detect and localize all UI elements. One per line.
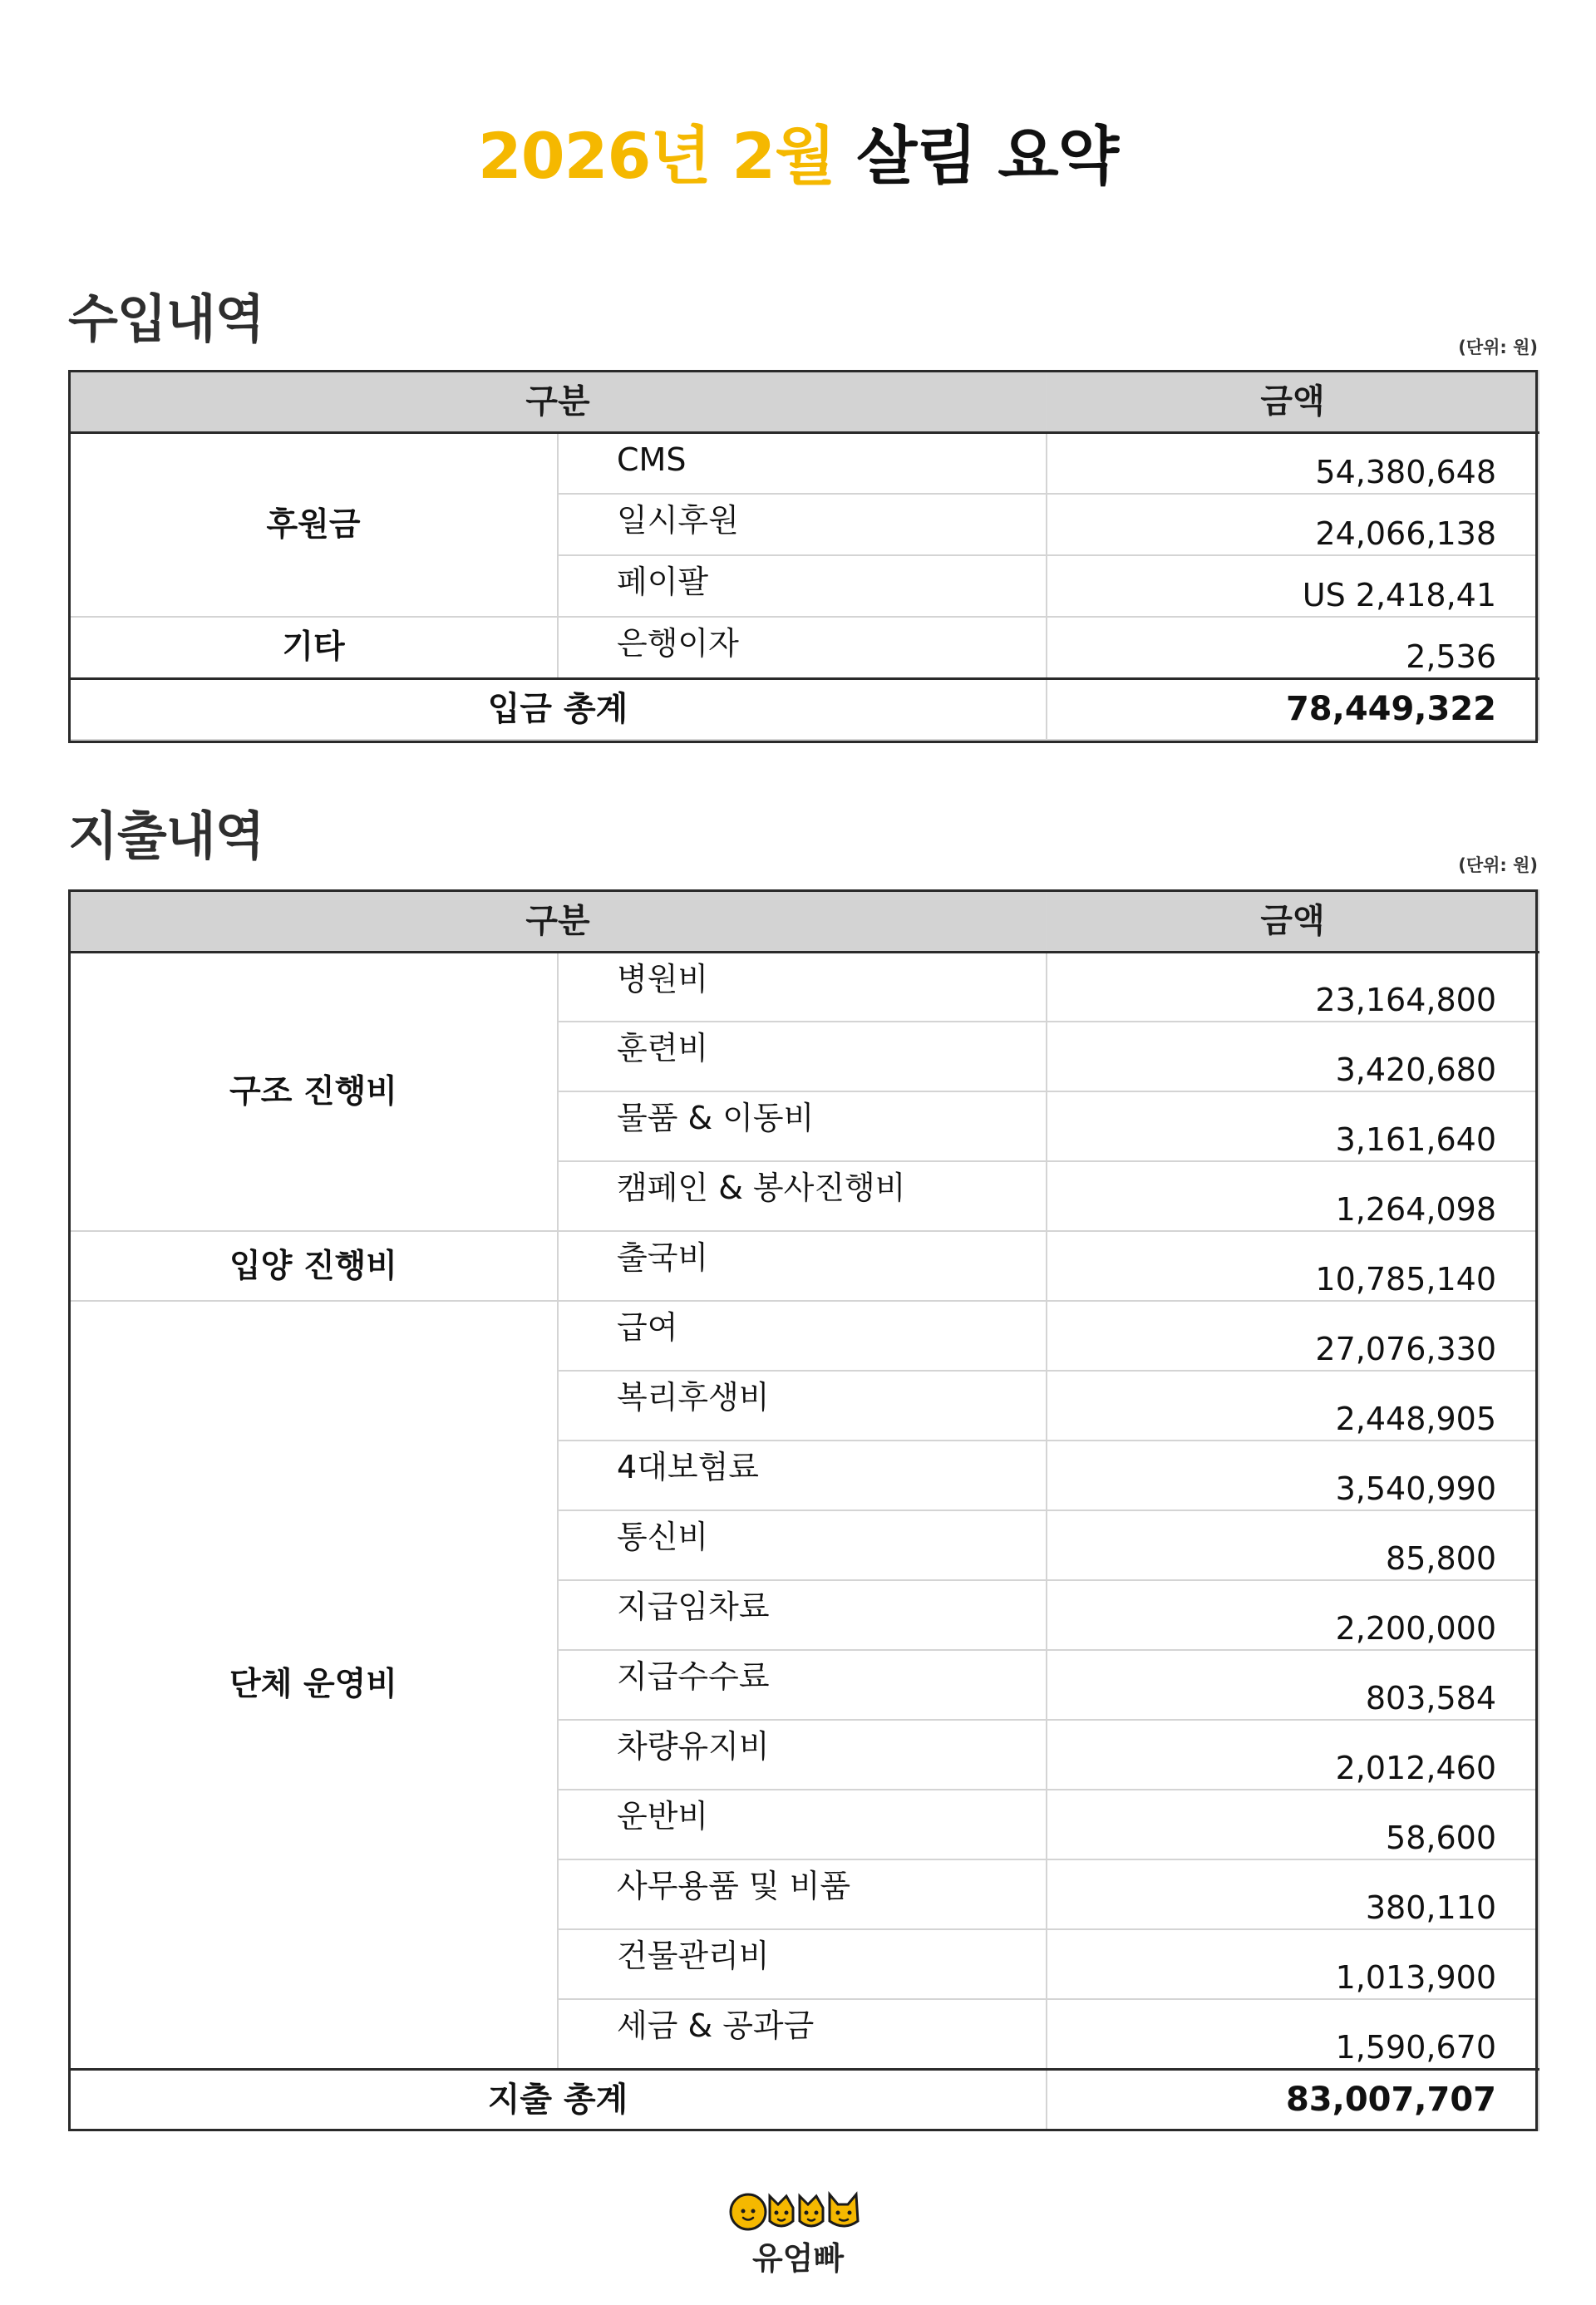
expense-item-amount: 85,800 bbox=[1047, 1510, 1539, 1580]
table-row bbox=[69, 1231, 1539, 1301]
expense-item-label: 지급수수료 bbox=[558, 1650, 1047, 1720]
title-accent: 2026년 2월 bbox=[477, 119, 835, 193]
table-row bbox=[69, 952, 1539, 1022]
expense-item-amount: 2,012,460 bbox=[1047, 1720, 1539, 1790]
income-item-amount: 54,380,648 bbox=[1047, 432, 1539, 494]
income-item-amount: 24,066,138 bbox=[1047, 494, 1539, 555]
expense-item-label: 세금 & 공과금 bbox=[558, 1999, 1047, 2069]
income-total-label: 입금 총계 bbox=[69, 678, 1047, 740]
expense-item-amount: 23,164,800 bbox=[1047, 952, 1539, 1022]
expense-col-amount: 금액 bbox=[1047, 890, 1539, 952]
income-total-amount: 78,449,322 bbox=[1047, 678, 1539, 740]
expense-item-amount: 27,076,330 bbox=[1047, 1301, 1539, 1371]
expense-header-row bbox=[69, 890, 1539, 952]
expense-item-amount: 1,590,670 bbox=[1047, 1999, 1539, 2069]
expense-item-amount: 803,584 bbox=[1047, 1650, 1539, 1720]
brand-logo bbox=[723, 2184, 873, 2276]
expense-item-label: 급여 bbox=[558, 1301, 1047, 1371]
expense-group-operations: 단체 운영비 bbox=[69, 1301, 558, 2069]
income-col-amount: 금액 bbox=[1047, 371, 1539, 432]
income-col-category: 구분 bbox=[69, 371, 1047, 432]
expense-item-amount: 58,600 bbox=[1047, 1790, 1539, 1859]
expense-col-category: 구분 bbox=[69, 890, 1047, 952]
pets-logo-icon bbox=[723, 2184, 873, 2234]
income-heading: 수입내역 bbox=[68, 288, 264, 349]
expense-item-label: 4대보험료 bbox=[558, 1441, 1047, 1510]
expense-item-label: 건물관리비 bbox=[558, 1929, 1047, 1999]
income-header-row bbox=[69, 371, 1539, 432]
expense-item-amount: 10,785,140 bbox=[1047, 1231, 1539, 1301]
expense-item-label: 차량유지비 bbox=[558, 1720, 1047, 1790]
expense-heading: 지출내역 bbox=[68, 805, 264, 866]
expense-item-amount: 3,161,640 bbox=[1047, 1091, 1539, 1161]
expense-item-label: 복리후생비 bbox=[558, 1371, 1047, 1441]
expense-item-amount: 2,200,000 bbox=[1047, 1580, 1539, 1650]
income-total-row bbox=[69, 678, 1539, 740]
income-group-other: 기타 bbox=[69, 617, 558, 678]
expense-total-amount: 83,007,707 bbox=[1047, 2069, 1539, 2130]
expense-item-amount: 3,540,990 bbox=[1047, 1441, 1539, 1510]
expense-item-amount: 380,110 bbox=[1047, 1859, 1539, 1929]
expense-item-amount: 1,264,098 bbox=[1047, 1161, 1539, 1231]
income-item-amount: US 2,418,41 bbox=[1047, 555, 1539, 617]
expense-group-rescue: 구조 진행비 bbox=[69, 952, 558, 1231]
expense-item-label: 병원비 bbox=[558, 952, 1047, 1022]
expense-item-label: 운반비 bbox=[558, 1790, 1047, 1859]
expense-item-label: 훈련비 bbox=[558, 1022, 1047, 1091]
income-group-sponsorship: 후원금 bbox=[69, 432, 558, 617]
title-rest: 살림 요약 bbox=[856, 119, 1119, 193]
income-item-amount: 2,536 bbox=[1047, 617, 1539, 678]
expense-item-amount: 2,448,905 bbox=[1047, 1371, 1539, 1441]
income-unit-note: (단위: 원) bbox=[1458, 337, 1538, 357]
expense-table bbox=[68, 889, 1539, 2131]
table-row bbox=[69, 1301, 1539, 1371]
table-row bbox=[69, 617, 1539, 678]
income-item-label: 은행이자 bbox=[558, 617, 1047, 678]
expense-item-label: 물품 & 이동비 bbox=[558, 1091, 1047, 1161]
expense-total-label: 지출 총계 bbox=[69, 2069, 1047, 2130]
expense-item-label: 출국비 bbox=[558, 1231, 1047, 1301]
expense-item-amount: 3,420,680 bbox=[1047, 1022, 1539, 1091]
table-row bbox=[69, 432, 1539, 494]
logo-text: 유엄빠 bbox=[751, 2240, 845, 2277]
expense-item-label: 통신비 bbox=[558, 1510, 1047, 1580]
income-item-label: 페이팔 bbox=[558, 555, 1047, 617]
income-item-label: 일시후원 bbox=[558, 494, 1047, 555]
expense-item-label: 지급임차료 bbox=[558, 1580, 1047, 1650]
expense-item-label: 캠페인 & 봉사진행비 bbox=[558, 1161, 1047, 1231]
expense-item-amount: 1,013,900 bbox=[1047, 1929, 1539, 1999]
expense-total-row bbox=[69, 2069, 1539, 2130]
expense-item-label: 사무용품 및 비품 bbox=[558, 1859, 1047, 1929]
income-table bbox=[68, 370, 1539, 741]
expense-unit-note: (단위: 원) bbox=[1458, 855, 1538, 875]
income-item-label: CMS bbox=[558, 432, 1047, 494]
page-title bbox=[0, 116, 1596, 196]
expense-group-adoption: 입양 진행비 bbox=[69, 1231, 558, 1301]
